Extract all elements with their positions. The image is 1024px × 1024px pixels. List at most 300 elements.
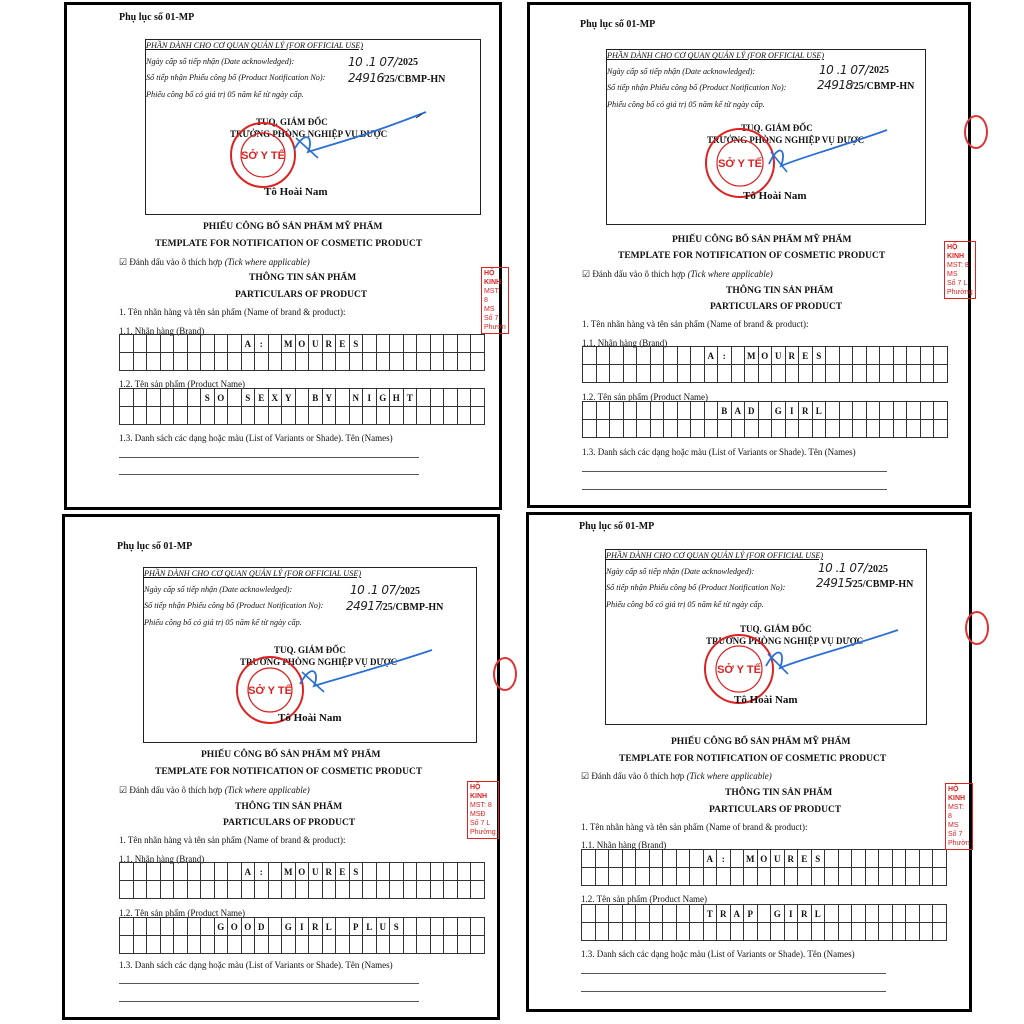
char-cell	[309, 881, 323, 899]
char-cell: I	[363, 389, 377, 407]
info-heading-en: PARTICULARS OF PRODUCT	[710, 302, 843, 312]
char-cell	[919, 923, 933, 941]
char-cell	[811, 923, 825, 941]
char-cell	[838, 850, 852, 868]
grid-row	[120, 881, 485, 899]
char-cell	[133, 389, 147, 407]
sign-line-2: TRƯỞNG PHÒNG NGHIỆP VỤ DƯỢC	[240, 657, 398, 667]
char-cell	[703, 868, 717, 886]
char-cell	[403, 407, 417, 425]
official-use-box	[606, 49, 926, 225]
char-cell	[147, 407, 161, 425]
char-cell	[879, 923, 893, 941]
char-cell	[582, 850, 596, 868]
char-cell	[664, 347, 678, 365]
char-cell	[852, 923, 866, 941]
char-cell	[160, 335, 174, 353]
char-cell	[785, 365, 799, 383]
char-cell: U	[309, 863, 323, 881]
sign-line-2: TRƯỞNG PHÒNG NGHIỆP VỤ DƯỢC	[707, 135, 865, 145]
char-cell	[282, 936, 296, 954]
char-cell: :	[255, 335, 269, 353]
char-cell	[839, 347, 853, 365]
section-1-3: 1.3. Danh sách các dạng hoặc màu (List of Variants or Shade). Tên (Names)	[119, 433, 393, 443]
char-cell	[866, 420, 880, 438]
char-cell	[893, 402, 907, 420]
char-cell	[349, 881, 363, 899]
char-cell	[363, 407, 377, 425]
grid-row	[120, 936, 485, 954]
char-cell	[376, 335, 390, 353]
char-cell	[201, 407, 215, 425]
char-cell	[187, 863, 201, 881]
char-cell	[595, 850, 609, 868]
date-handwritten: 10 .1 07/	[818, 561, 868, 575]
char-cell	[622, 923, 636, 941]
char-cell: Y	[282, 389, 296, 407]
char-cell	[907, 347, 921, 365]
char-cell	[636, 923, 650, 941]
char-cell	[430, 389, 444, 407]
sign-line-1: TUQ. GIÁM ĐỐC	[741, 123, 813, 133]
char-cell: T	[703, 905, 717, 923]
char-cell	[228, 335, 242, 353]
char-cell	[133, 335, 147, 353]
char-cell	[457, 936, 471, 954]
char-cell	[933, 868, 947, 886]
char-cell: :	[718, 347, 732, 365]
char-cell	[471, 863, 485, 881]
char-cell	[120, 936, 134, 954]
char-cell	[417, 936, 431, 954]
char-cell	[201, 881, 215, 899]
char-cell	[376, 881, 390, 899]
char-cell: S	[349, 335, 363, 353]
grid-row	[583, 365, 948, 383]
official-use-heading: PHẦN DÀNH CHO CƠ QUAN QUẢN LÝ (FOR OFFICIAL USE)	[146, 41, 364, 50]
names-line	[582, 489, 887, 490]
char-cell: M	[282, 863, 296, 881]
info-heading-vi: THÔNG TIN SẢN PHẨM	[725, 788, 833, 798]
char-cell	[610, 365, 624, 383]
char-cell	[295, 936, 309, 954]
char-cell	[650, 347, 664, 365]
char-cell	[336, 407, 350, 425]
product-grid	[119, 388, 485, 425]
char-cell	[376, 353, 390, 371]
grid-row	[583, 402, 948, 420]
char-cell	[174, 335, 188, 353]
date-year: 2025	[398, 57, 418, 68]
grid-row	[583, 347, 948, 365]
char-cell	[596, 402, 610, 420]
char-cell	[241, 936, 255, 954]
tick-instruction: ☑ Đánh dấu vào ô thích hợp (Tick where applicable)	[119, 785, 310, 795]
char-cell: D	[255, 918, 269, 936]
char-cell	[664, 402, 678, 420]
date-label: Ngày cấp số tiếp nhận (Date acknowledged):	[144, 585, 293, 594]
char-cell: L	[363, 918, 377, 936]
char-cell	[866, 402, 880, 420]
char-cell	[622, 905, 636, 923]
char-cell	[403, 353, 417, 371]
title-vi: PHIẾU CÔNG BỐ SẢN PHẨM MỸ PHẨM	[203, 222, 383, 232]
char-cell	[825, 923, 839, 941]
char-cell: U	[376, 918, 390, 936]
char-cell	[228, 881, 242, 899]
grid-row	[582, 850, 947, 868]
appendix-label: Phụ lục số 01-MP	[117, 541, 193, 552]
char-cell	[403, 936, 417, 954]
char-cell	[444, 335, 458, 353]
char-cell	[390, 407, 404, 425]
char-cell	[160, 863, 174, 881]
char-cell	[187, 353, 201, 371]
date-handwritten: 10 .1 07/	[348, 55, 398, 69]
char-cell: I	[785, 402, 799, 420]
char-cell	[322, 881, 336, 899]
info-heading-en: PARTICULARS OF PRODUCT	[709, 805, 842, 815]
char-cell	[430, 936, 444, 954]
char-cell	[174, 863, 188, 881]
char-cell: P	[744, 905, 758, 923]
signature-icon	[282, 642, 442, 702]
grid-row	[120, 918, 485, 936]
product-grid	[581, 904, 947, 941]
char-cell	[147, 918, 161, 936]
char-cell	[133, 863, 147, 881]
char-cell	[663, 905, 677, 923]
brand-grid	[119, 334, 485, 371]
char-cell	[636, 850, 650, 868]
char-cell	[282, 407, 296, 425]
char-cell	[582, 923, 596, 941]
number-handwritten: 24915	[816, 576, 852, 590]
char-cell	[676, 868, 690, 886]
char-cell	[457, 918, 471, 936]
section-1: 1. Tên nhãn hàng và tên sản phẩm (Name of brand & product):	[119, 307, 346, 317]
info-heading-vi: THÔNG TIN SẢN PHẨM	[249, 273, 357, 283]
char-cell	[376, 936, 390, 954]
char-cell: R	[784, 850, 798, 868]
char-cell: L	[811, 905, 825, 923]
names-line	[119, 474, 419, 475]
char-cell	[879, 850, 893, 868]
char-cell	[471, 881, 485, 899]
char-cell	[649, 923, 663, 941]
char-cell: :	[255, 863, 269, 881]
number-handwritten: 24916	[348, 71, 384, 85]
char-cell	[934, 420, 948, 438]
char-cell: R	[799, 402, 813, 420]
char-cell	[906, 850, 920, 868]
char-cell	[907, 420, 921, 438]
char-cell: A	[241, 335, 255, 353]
char-cell: E	[255, 389, 269, 407]
char-cell	[444, 918, 458, 936]
char-cell	[147, 936, 161, 954]
char-cell: A	[704, 347, 718, 365]
char-cell: O	[214, 389, 228, 407]
char-cell	[417, 353, 431, 371]
char-cell	[430, 335, 444, 353]
char-cell	[933, 923, 947, 941]
char-cell	[349, 936, 363, 954]
char-cell	[457, 335, 471, 353]
char-cell	[336, 881, 350, 899]
char-cell	[417, 881, 431, 899]
char-cell: :	[717, 850, 731, 868]
char-cell	[309, 936, 323, 954]
section-1-3: 1.3. Danh sách các dạng hoặc màu (List of Variants or Shade). Tên (Names)	[582, 447, 856, 457]
signer-name: Tô Hoài Nam	[743, 190, 807, 202]
char-cell	[609, 868, 623, 886]
char-cell	[677, 347, 691, 365]
char-cell	[920, 347, 934, 365]
char-cell	[880, 402, 894, 420]
char-cell	[677, 420, 691, 438]
char-cell	[457, 863, 471, 881]
char-cell	[214, 353, 228, 371]
char-cell	[403, 335, 417, 353]
char-cell	[919, 850, 933, 868]
signature-icon	[748, 622, 908, 682]
char-cell: R	[717, 905, 731, 923]
char-cell	[268, 335, 282, 353]
char-cell: S	[390, 918, 404, 936]
char-cell: H	[390, 389, 404, 407]
char-cell	[757, 923, 771, 941]
char-cell	[649, 868, 663, 886]
char-cell	[920, 402, 934, 420]
appendix-label: Phụ lục số 01-MP	[119, 12, 195, 23]
char-cell	[892, 905, 906, 923]
char-cell: L	[812, 402, 826, 420]
char-cell	[717, 868, 731, 886]
validity-note: Phiếu công bố có giá trị 05 năm kể từ ngày cấp.	[607, 100, 765, 109]
char-cell: M	[744, 850, 758, 868]
char-cell	[471, 407, 485, 425]
char-cell	[744, 923, 758, 941]
char-cell	[309, 407, 323, 425]
char-cell	[636, 905, 650, 923]
char-cell	[390, 353, 404, 371]
char-cell	[906, 923, 920, 941]
char-cell	[798, 923, 812, 941]
tick-instruction: ☑ Đánh dấu vào ô thích hợp (Tick where applicable)	[582, 269, 773, 279]
char-cell: M	[282, 335, 296, 353]
section-1-2: 1.2. Tên sản phẩm (Product Name)	[119, 379, 246, 389]
sign-line-1: TUQ. GIÁM ĐỐC	[740, 624, 812, 634]
char-cell	[691, 347, 705, 365]
char-cell	[336, 353, 350, 371]
char-cell	[623, 347, 637, 365]
char-cell	[610, 347, 624, 365]
char-cell	[201, 936, 215, 954]
char-cell	[637, 347, 651, 365]
char-cell	[649, 905, 663, 923]
char-cell	[309, 353, 323, 371]
char-cell	[133, 918, 147, 936]
char-cell	[663, 850, 677, 868]
char-cell: I	[784, 905, 798, 923]
seal-edge-icon	[493, 657, 517, 691]
appendix-label: Phụ lục số 01-MP	[580, 19, 656, 30]
official-use-heading: PHẦN DÀNH CHO CƠ QUAN QUẢN LÝ (FOR OFFICIAL USE)	[144, 569, 362, 578]
char-cell	[691, 402, 705, 420]
date-year: 2025	[400, 586, 420, 597]
names-line	[119, 1001, 419, 1002]
char-cell	[636, 868, 650, 886]
side-business-stamp: HỘ KINH MST: 8 MS Số 7 Phườn	[945, 783, 973, 850]
char-cell	[934, 365, 948, 383]
section-1-2: 1.2. Tên sản phẩm (Product Name)	[581, 894, 708, 904]
char-cell	[133, 407, 147, 425]
char-cell	[430, 407, 444, 425]
char-cell	[268, 881, 282, 899]
char-cell: N	[349, 389, 363, 407]
svg-text:SỞ Y TẾ: SỞ Y TẾ	[241, 150, 285, 162]
brand-grid	[581, 849, 947, 886]
char-cell	[745, 420, 759, 438]
char-cell	[582, 868, 596, 886]
document-4	[526, 512, 972, 1012]
char-cell	[583, 365, 597, 383]
side-business-stamp: HỘ KINH MST: 8 MS Số 7 L Phường	[944, 241, 976, 299]
char-cell	[583, 347, 597, 365]
char-cell	[799, 420, 813, 438]
title-en: TEMPLATE FOR NOTIFICATION OF COSMETIC PRODUCT	[618, 251, 886, 261]
char-cell	[663, 923, 677, 941]
names-line	[581, 973, 886, 974]
char-cell	[825, 868, 839, 886]
number-label: Số tiếp nhận Phiếu công bố (Product Notification No):	[146, 73, 326, 82]
product-grid	[119, 917, 485, 954]
signer-name: Tô Hoài Nam	[264, 186, 328, 198]
char-cell	[650, 402, 664, 420]
date-year: 2025	[868, 564, 888, 575]
char-cell	[933, 905, 947, 923]
char-cell	[731, 347, 745, 365]
char-cell	[187, 936, 201, 954]
date-handwritten: 10 .1 07/	[819, 63, 869, 77]
char-cell: T	[403, 389, 417, 407]
svg-text:SỞ Y TẾ: SỞ Y TẾ	[718, 158, 762, 170]
char-cell	[349, 407, 363, 425]
char-cell	[784, 868, 798, 886]
char-cell	[664, 420, 678, 438]
char-cell	[744, 868, 758, 886]
char-cell: E	[798, 850, 812, 868]
char-cell	[826, 347, 840, 365]
char-cell	[160, 936, 174, 954]
char-cell	[363, 335, 377, 353]
char-cell	[583, 420, 597, 438]
char-cell	[187, 881, 201, 899]
char-cell: R	[785, 347, 799, 365]
char-cell	[934, 347, 948, 365]
char-cell	[880, 347, 894, 365]
char-cell	[637, 420, 651, 438]
char-cell	[160, 353, 174, 371]
grid-row	[120, 335, 485, 353]
char-cell	[147, 389, 161, 407]
char-cell	[650, 420, 664, 438]
char-cell	[853, 402, 867, 420]
char-cell	[772, 420, 786, 438]
char-cell	[865, 868, 879, 886]
char-cell	[865, 850, 879, 868]
number-suffix: /25/CBMP-HN	[850, 579, 914, 590]
char-cell	[677, 402, 691, 420]
char-cell: O	[241, 918, 255, 936]
char-cell	[282, 881, 296, 899]
char-cell	[853, 420, 867, 438]
char-cell: A	[241, 863, 255, 881]
info-heading-vi: THÔNG TIN SẢN PHẨM	[235, 802, 343, 812]
char-cell	[322, 353, 336, 371]
number-suffix: /25/CBMP-HN	[851, 81, 915, 92]
char-cell	[147, 863, 161, 881]
char-cell	[255, 936, 269, 954]
char-cell	[228, 353, 242, 371]
sign-line-1: TUQ. GIÁM ĐỐC	[256, 117, 328, 127]
char-cell	[390, 335, 404, 353]
char-cell	[363, 881, 377, 899]
char-cell	[893, 420, 907, 438]
char-cell	[664, 365, 678, 383]
char-cell	[879, 868, 893, 886]
appendix-label: Phụ lục số 01-MP	[579, 521, 655, 532]
char-cell	[704, 420, 718, 438]
char-cell	[596, 420, 610, 438]
char-cell	[704, 365, 718, 383]
char-cell	[582, 905, 596, 923]
char-cell: A	[703, 850, 717, 868]
char-cell	[187, 918, 201, 936]
char-cell	[214, 863, 228, 881]
grid-row	[120, 407, 485, 425]
char-cell	[907, 365, 921, 383]
char-cell	[363, 936, 377, 954]
char-cell: G	[214, 918, 228, 936]
section-1-2: 1.2. Tên sản phẩm (Product Name)	[119, 908, 246, 918]
tick-instruction: ☑ Đánh dấu vào ô thích hợp (Tick where applicable)	[581, 771, 772, 781]
char-cell: O	[757, 850, 771, 868]
char-cell	[174, 389, 188, 407]
char-cell	[879, 905, 893, 923]
char-cell	[731, 365, 745, 383]
info-heading-en: PARTICULARS OF PRODUCT	[223, 818, 356, 828]
char-cell: U	[771, 850, 785, 868]
char-cell	[623, 420, 637, 438]
section-1-1: 1.1. Nhãn hàng (Brand)	[581, 840, 667, 850]
char-cell	[228, 936, 242, 954]
char-cell	[376, 407, 390, 425]
char-cell	[812, 365, 826, 383]
char-cell	[214, 407, 228, 425]
char-cell	[187, 389, 201, 407]
number-label: Số tiếp nhận Phiếu công bố (Product Notification No):	[606, 583, 786, 592]
char-cell	[255, 353, 269, 371]
char-cell	[637, 402, 651, 420]
char-cell	[120, 863, 134, 881]
char-cell	[268, 407, 282, 425]
official-use-box	[145, 39, 481, 215]
char-cell: O	[295, 863, 309, 881]
char-cell	[403, 863, 417, 881]
char-cell	[690, 923, 704, 941]
